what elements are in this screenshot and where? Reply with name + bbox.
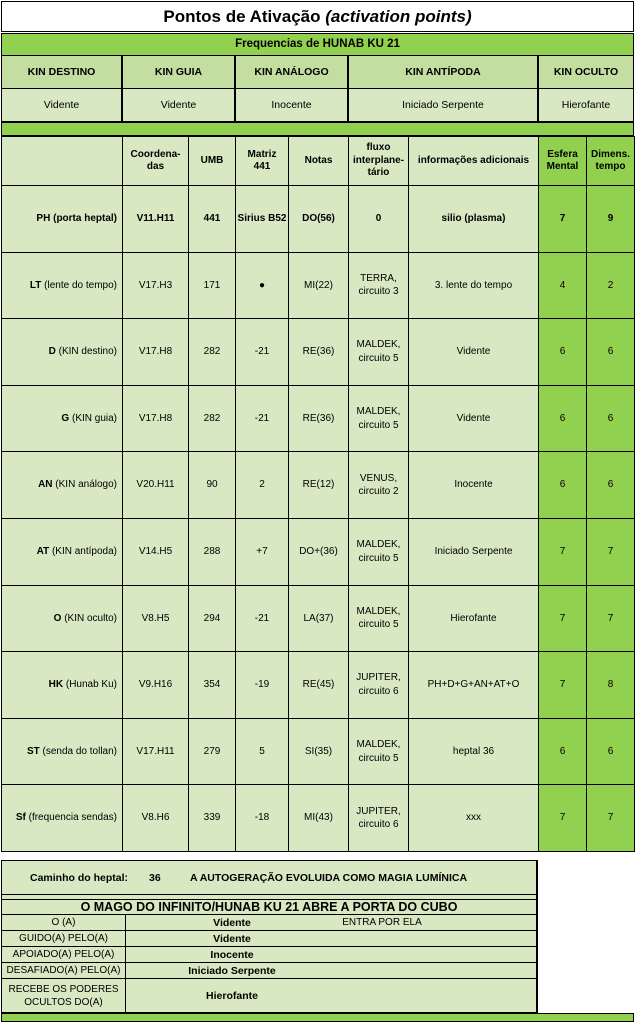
- matriz-cell: -21: [236, 385, 289, 452]
- header-esfera: Esfera Mental: [539, 137, 587, 186]
- footer-band: [1, 1013, 634, 1022]
- coord-cell: V17.H8: [123, 385, 189, 452]
- point-name: ST (senda do tollan): [2, 718, 123, 785]
- table-row: [2, 252, 635, 319]
- activation-table: [1, 136, 635, 852]
- kin-header: KIN DESTINO: [1, 56, 122, 89]
- nota-cell: RE(12): [289, 452, 349, 519]
- info-cell: Hierofante: [409, 585, 539, 652]
- umb-cell: 282: [189, 385, 236, 452]
- kin-value: Vidente: [122, 89, 235, 122]
- caminho-num: 36: [149, 872, 161, 884]
- umb-cell: 288: [189, 518, 236, 585]
- fluxo-cell: 0: [349, 186, 409, 253]
- umb-cell: 282: [189, 319, 236, 386]
- nota-cell: RE(45): [289, 652, 349, 719]
- dim-cell: 6: [587, 319, 635, 386]
- dim-cell: 2: [587, 252, 635, 319]
- point-name: AT (KIN antípoda): [2, 518, 123, 585]
- umb-cell: 279: [189, 718, 236, 785]
- esfera-cell: 6: [539, 452, 587, 519]
- list-item: O (A) Vidente ENTRA POR ELA: [2, 915, 536, 931]
- header-dim: Dimens. tempo: [587, 137, 635, 186]
- coord-cell: V8.H5: [123, 585, 189, 652]
- esfera-cell: 7: [539, 785, 587, 852]
- info-cell: PH+D+G+AN+AT+O: [409, 652, 539, 719]
- caminho-label: Caminho do heptal:: [30, 872, 128, 884]
- header-umb: UMB: [189, 137, 236, 186]
- dim-cell: 8: [587, 652, 635, 719]
- dim-cell: 6: [587, 718, 635, 785]
- title-italic: (activation points): [325, 7, 472, 26]
- caminho-row: [2, 861, 536, 895]
- point-name: HK (Hunab Ku): [2, 652, 123, 719]
- kin-value-row: [1, 89, 634, 122]
- nota-cell: SI(35): [289, 718, 349, 785]
- kin-header: KIN ANTÍPODA: [348, 56, 538, 89]
- page-title: [1, 1, 634, 32]
- point-name: D (KIN destino): [2, 319, 123, 386]
- point-name: O (KIN oculto): [2, 585, 123, 652]
- fluxo-cell: MALDEK, circuito 5: [349, 518, 409, 585]
- coord-cell: V20.H11: [123, 452, 189, 519]
- nota-cell: DO+(36): [289, 518, 349, 585]
- coord-cell: V17.H11: [123, 718, 189, 785]
- dim-cell: 9: [587, 186, 635, 253]
- fluxo-cell: TERRA, circuito 3: [349, 252, 409, 319]
- table-row: [2, 718, 635, 785]
- nota-cell: MI(22): [289, 252, 349, 319]
- matriz-cell: -21: [236, 319, 289, 386]
- list-item: DESAFIADO(A) PELO(A) Iniciado Serpente: [2, 963, 536, 979]
- matriz-cell: -21: [236, 585, 289, 652]
- esfera-cell: 7: [539, 652, 587, 719]
- caminho-text: A AUTOGERAÇÃO EVOLUIDA COMO MAGIA LUMÍNICA: [190, 872, 468, 884]
- esfera-cell: 6: [539, 385, 587, 452]
- header-fluxo: fluxo interplane- tário: [349, 137, 409, 186]
- header-coord: Coordena- das: [123, 137, 189, 186]
- table-row: [2, 585, 635, 652]
- table-row: [2, 186, 635, 253]
- fluxo-cell: MALDEK, circuito 5: [349, 718, 409, 785]
- kin-header: KIN ANÁLOGO: [235, 56, 348, 89]
- frequencias-band: Frequencias de HUNAB KU 21: [1, 33, 634, 56]
- nota-cell: LA(37): [289, 585, 349, 652]
- table-row: [2, 319, 635, 386]
- info-cell: Inocente: [409, 452, 539, 519]
- matriz-cell: -19: [236, 652, 289, 719]
- umb-cell: 294: [189, 585, 236, 652]
- umb-cell: 354: [189, 652, 236, 719]
- coord-cell: V9.H16: [123, 652, 189, 719]
- esfera-cell: 6: [539, 319, 587, 386]
- umb-cell: 171: [189, 252, 236, 319]
- kin-header: KIN GUIA: [122, 56, 235, 89]
- kin-header-row: [1, 56, 634, 89]
- list-item: APOIADO(A) PELO(A) Inocente: [2, 947, 536, 963]
- fluxo-cell: VENUS, circuito 2: [349, 452, 409, 519]
- info-cell: silio (plasma): [409, 186, 539, 253]
- table-row: [2, 518, 635, 585]
- info-cell: xxx: [409, 785, 539, 852]
- matriz-cell: 5: [236, 718, 289, 785]
- coord-cell: V8.H6: [123, 785, 189, 852]
- table-row: [2, 452, 635, 519]
- header-name: [2, 137, 123, 186]
- dim-cell: 7: [587, 785, 635, 852]
- esfera-cell: 6: [539, 718, 587, 785]
- coord-cell: V14.H5: [123, 518, 189, 585]
- point-name: LT (lente do tempo): [2, 252, 123, 319]
- esfera-cell: 7: [539, 186, 587, 253]
- dim-cell: 7: [587, 518, 635, 585]
- table-header-row: [2, 137, 635, 186]
- point-name: Sf (frequencia sendas): [2, 785, 123, 852]
- kin-value: Inocente: [235, 89, 348, 122]
- list-item: GUIDO(A) PELO(A) Vidente: [2, 931, 536, 947]
- fluxo-cell: MALDEK, circuito 5: [349, 319, 409, 386]
- summary-box: [1, 860, 537, 1013]
- dim-cell: 6: [587, 385, 635, 452]
- esfera-cell: 4: [539, 252, 587, 319]
- header-info: informações adicionais: [409, 137, 539, 186]
- table-row: [2, 385, 635, 452]
- mago-heading: O MAGO DO INFINITO/HUNAB KU 21 ABRE A PORTA DO CUBO: [2, 899, 536, 915]
- table-row: [2, 652, 635, 719]
- side-box: [537, 860, 634, 1013]
- fluxo-cell: JUPITER, circuito 6: [349, 785, 409, 852]
- coord-cell: V11.H11: [123, 186, 189, 253]
- matriz-cell: -18: [236, 785, 289, 852]
- point-name: PH (porta heptal): [2, 186, 123, 253]
- point-name: AN (KIN análogo): [2, 452, 123, 519]
- header-matriz: Matriz 441: [236, 137, 289, 186]
- matriz-cell: Sirius B52: [236, 186, 289, 253]
- matriz-cell: +7: [236, 518, 289, 585]
- info-cell: Iniciado Serpente: [409, 518, 539, 585]
- nota-cell: RE(36): [289, 385, 349, 452]
- fluxo-cell: JUPITER, circuito 6: [349, 652, 409, 719]
- info-cell: heptal 36: [409, 718, 539, 785]
- nota-cell: MI(43): [289, 785, 349, 852]
- umb-cell: 339: [189, 785, 236, 852]
- info-cell: Vidente: [409, 385, 539, 452]
- spacer-band: [1, 122, 634, 136]
- table-row: [2, 785, 635, 852]
- matriz-cell: ●: [236, 252, 289, 319]
- title-main: Pontos de Ativação: [163, 7, 321, 26]
- fluxo-cell: MALDEK, circuito 5: [349, 385, 409, 452]
- info-cell: 3. lente do tempo: [409, 252, 539, 319]
- coord-cell: V17.H8: [123, 319, 189, 386]
- kin-header: KIN OCULTO: [538, 56, 634, 89]
- info-cell: Vidente: [409, 319, 539, 386]
- kin-value: Hierofante: [538, 89, 634, 122]
- point-name: G (KIN guia): [2, 385, 123, 452]
- header-notas: Notas: [289, 137, 349, 186]
- list-item: RECEBE OS PODERES OCULTOS DO(A) Hierofante: [2, 979, 536, 1012]
- coord-cell: V17.H3: [123, 252, 189, 319]
- dim-cell: 7: [587, 585, 635, 652]
- kin-value: Vidente: [1, 89, 122, 122]
- nota-cell: RE(36): [289, 319, 349, 386]
- umb-cell: 90: [189, 452, 236, 519]
- esfera-cell: 7: [539, 585, 587, 652]
- kin-value: Iniciado Serpente: [348, 89, 538, 122]
- nota-cell: DO(56): [289, 186, 349, 253]
- matriz-cell: 2: [236, 452, 289, 519]
- dim-cell: 6: [587, 452, 635, 519]
- fluxo-cell: MALDEK, circuito 5: [349, 585, 409, 652]
- esfera-cell: 7: [539, 518, 587, 585]
- umb-cell: 441: [189, 186, 236, 253]
